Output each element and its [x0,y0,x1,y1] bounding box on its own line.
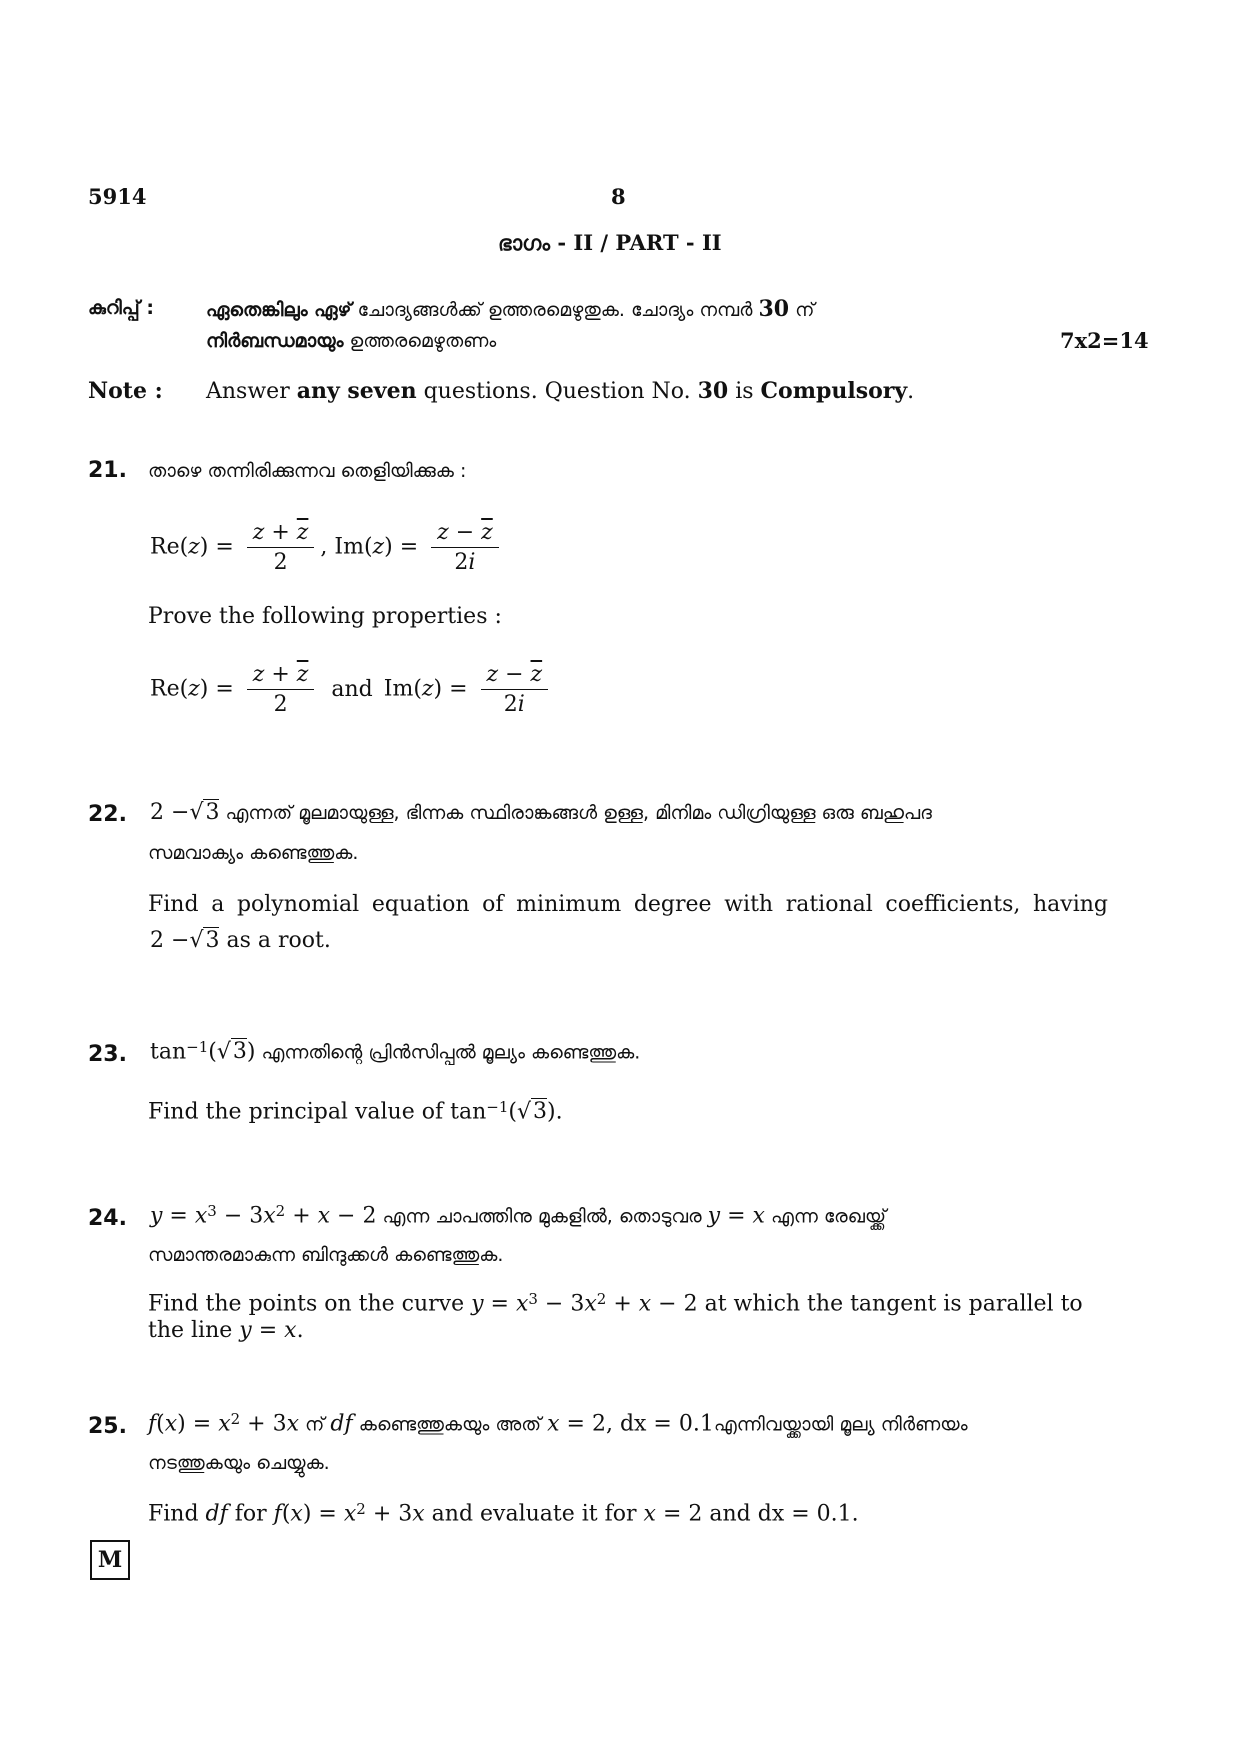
q21b-f1-z: z [252,662,265,687]
q24-en2-x: x [284,1318,297,1343]
q21-en-text: Prove the following properties : [148,604,502,629]
q24-en-x2: x [584,1291,597,1317]
q25-ml-b: കണ്ടെത്തുകയും അത് [352,1413,548,1436]
q24-en-eq: = [483,1291,516,1317]
q21b-f2-den-i: i [517,692,525,717]
q21a-f2-den-2: 2 [454,550,469,575]
q25-en-x4: x [643,1501,656,1527]
q23-tan: tan [150,1039,187,1065]
q24-x-b: x [752,1203,765,1229]
q21a-eq2: ) = [384,534,419,560]
q23-end: . [555,1099,563,1125]
q21a-f2-den-i: i [468,550,476,575]
q25-en-a: Find [148,1501,206,1527]
q23-sup: −1 [186,1038,209,1056]
q25-en-b: for [227,1501,274,1527]
q24-m2: − 2 [330,1203,377,1229]
q25-exp: 2 [230,1410,241,1428]
q24-x3: x [317,1203,331,1229]
q21b-f1-den: 2 [273,692,288,717]
marks: 7x2=14 [1060,328,1149,353]
q24-ml-line2: സമാന്തരമാകുന്ന ബിന്ദുക്കൾ കണ്ടെത്തുക. [148,1244,504,1266]
note-en-t1: Answer [206,379,297,404]
q21b-z2: z [421,676,434,702]
q25-en-exp: 2 [356,1500,366,1518]
q25-x: x [164,1411,178,1437]
q24-x: x [194,1203,208,1229]
q25-ml-line1 [148,1410,1108,1436]
note-ml-end: ന് [789,299,815,321]
q23-ml-line: $\tan^{-1}(√3)$ എന്നതിന്റെ പ്രിൻസിപ്പൽ മൂല്യം കണ്ടെത്തുക. [150,1038,641,1065]
note-ml-text2: ഉത്തരമെഴുതണം [343,330,497,352]
note-en-t3: is [728,379,761,404]
q22-en-line2: 2 −√3 as a root. [150,928,331,953]
q25-en-f: f [273,1501,282,1527]
q21b-f1-op: + [264,662,297,687]
q24-en2-y: y [239,1318,252,1343]
q24-en-y: y [471,1291,484,1317]
note-ml-text1: ചോദ്യങ്ങൾക്ക് ഉത്തരമെഴുതുക. ചോദ്യം നമ്പർ [351,299,759,321]
q22-en-text2: as a root. [219,928,331,953]
question-number-22: 22. [88,802,127,827]
q25-en-c: and evaluate it for [424,1501,644,1527]
q24-ml-text2: എന്ന രേഖയ്ക്ക് [764,1205,887,1228]
note-en-label: Note : [88,378,163,404]
q21a-f1-op: + [264,520,297,545]
q21a-f2-zbar: $\overline{z}$ [481,520,493,545]
q24-ml-text1: എന്ന ചാപത്തിനു മുകളിൽ, തൊടുവര [376,1205,708,1228]
m-box: M [90,1540,130,1580]
q22-ml-line2: സമവാക്യം കണ്ടെത്തുക. [148,842,359,864]
note-en-b1: any seven [296,378,417,404]
q25-en-x: x [290,1501,303,1527]
q21a-sep: , [320,534,328,560]
q25-f: f [148,1411,157,1437]
question-number-23: 23. [88,1042,127,1067]
q21-ml-text: താഴെ തന്നിരിക്കുന്നവ തെളിയിക്കുക : [148,460,467,482]
note-en-t4: . [907,379,915,404]
q21b-frac2 [481,662,549,717]
note-en-b3: Compulsory [760,378,908,404]
q25-en-df: df [205,1501,228,1527]
q23-pc: ) [246,1039,256,1065]
page-number: 8 [611,184,626,209]
q21-formula-ml [150,520,505,575]
note-ml-label: കുറിപ്പ് : [88,297,154,319]
question-number-21: 21. [88,458,127,483]
q24-exp3: 3 [207,1202,217,1220]
q21b-eq: ) = [199,676,234,702]
q24-en-line-a: the line [148,1318,240,1343]
q21b-z: z [188,676,200,702]
q24-eq-b: = [720,1203,753,1229]
q24-en-x3: x [638,1291,652,1317]
q25-po: ( [156,1411,165,1437]
q23-radicand: 3 [232,1039,247,1065]
q25-en-x3: x [412,1501,425,1527]
q21a-f1-den: 2 [273,550,288,575]
note-en-t2: questions. Question No. [416,379,698,404]
q24-en-m3: − 3 [537,1291,585,1317]
q25-ml-line2: നടത്തുകയും ചെയ്യുക. [148,1452,330,1474]
q24-exp2: 2 [275,1202,286,1220]
note-ml-num: 30 [758,296,790,322]
note-ml-bold2: നിർബന്ധമായും [206,330,344,352]
q24-en-plus: + [606,1291,639,1317]
q23-sup-2: −1 [486,1098,509,1116]
question-number-25: 25. [88,1414,127,1439]
q24-en-line1 [148,1290,1108,1316]
q21b-re: Re( [150,676,189,702]
note-ml-line2 [206,330,496,352]
paper-code: 5914 [88,184,147,209]
q23-pc-2: ) [547,1099,556,1125]
q22-radicand: 3 [205,800,220,825]
q23-en-line: Find the principal value of $\tan^{-1}(√3)$. [148,1098,563,1125]
q21b-f2-zbar: $\overline{z}$ [530,662,543,687]
q21a-eq: ) = [199,534,234,560]
q23-po-2: ( [508,1099,517,1125]
q25-x3: x [286,1411,299,1437]
q25-en-plus3: + 3 [365,1501,413,1527]
q24-y-b: y [707,1203,721,1229]
q24-en-m2: − 2 [651,1291,698,1317]
q25-en-d: = 2 and dx = 0.1. [655,1501,859,1527]
q23-ml-text: എന്നതിന്റെ പ്രിൻസിപ്പൽ മൂല്യം കണ്ടെത്തുക. [255,1041,641,1064]
q22-math-a: 2 − [150,800,190,825]
q21b-f2-op: − [498,662,531,687]
q24-en-x: x [515,1291,529,1317]
part-title: ഭാഗം - II / PART - II [498,230,722,255]
q24-plus: + [285,1203,318,1229]
q25-en-line [148,1500,859,1526]
q24-eq: = [162,1203,195,1229]
q21b-and: and [331,676,373,702]
q24-en-b: at which the tangent is parallel to [697,1291,1083,1317]
q24-en-a: Find the points on the curve [148,1291,472,1317]
q21b-f2-den-2: 2 [503,692,518,717]
note-ml-line1 [206,296,1106,322]
q21a-re: Re( [150,534,189,560]
q25-en-po: ( [281,1501,291,1527]
q24-en2-eq: = [251,1318,285,1343]
q21-formula-en [150,662,554,717]
q24-ml-line1 [150,1202,1110,1228]
q25-x4: x [547,1411,560,1437]
q21a-z2: z [372,534,385,560]
q25-xeq: = 2, dx = 0.1 [559,1411,714,1437]
q21b-f2-z: z [486,662,499,687]
q21a-f2-op: − [448,520,482,545]
q22-math-b: 2 − [150,928,190,953]
q24-en-line2 [148,1318,304,1343]
q24-en-exp2: 2 [596,1290,607,1308]
q25-ml-a: ന് [299,1413,331,1436]
q25-en-pc: ) = [302,1501,344,1527]
q24-m3: − 3 [216,1203,264,1229]
q21a-frac1 [247,520,315,575]
q21a-f1-zbar: $\overline{z}$ [296,520,309,545]
q21b-im: Im( [383,676,422,702]
q22-radicand-2: 3 [205,928,220,953]
q21a-im: Im( [334,534,373,560]
q22-en-line1: Find a polynomial equation of minimum degree with rational coefficients, having [148,892,1108,917]
q25-x2: x [218,1411,231,1437]
note-en-b2: 30 [697,378,729,404]
q21a-f1-z: z [252,520,265,545]
q25-en-x2: x [343,1501,357,1527]
q25-pc: ) = [177,1411,219,1437]
q22-ml-line1: 2 −√3 എന്നത് മൂലമായുള്ള, ഭിന്നക സ്ഥിരാങ്കങ്ങൾ ഉള്ള, മിനിമം ഡിഗ്രിയുള്ള ഒരു ബഹുപദ [150,800,932,825]
q24-x2: x [263,1203,276,1229]
note-en-text [206,378,914,404]
q23-en-text: Find the principal value of [148,1099,451,1125]
q25-plus3: + 3 [240,1411,287,1437]
q25-df: df [330,1411,353,1437]
q24-en2-end: . [296,1318,304,1343]
q24-y: y [150,1203,163,1229]
q21b-frac1 [247,662,315,717]
q21a-f2-z: z [437,520,449,545]
q21b-eq2: ) = [433,676,468,702]
q21a-frac2 [431,520,499,575]
question-number-24: 24. [88,1206,127,1231]
q21a-z: z [188,534,200,560]
q22-ml-text1: എന്നത് മൂലമായുള്ള, ഭിന്നക സ്ഥിരാങ്കങ്ങൾ ഉള്ള, മിനിമം ഡിഗ്രിയുള്ള ഒരു ബഹുപദ [219,802,932,824]
q25-ml-c: എന്നിവയ്ക്കായി മൂല്യ നിർണയം [713,1413,968,1436]
note-ml-bold1: ഏതെങ്കിലും ഏഴ് [206,299,352,321]
q23-tan-2: tan [450,1099,487,1125]
q24-en-exp3: 3 [528,1290,538,1308]
q23-radicand-2: 3 [533,1099,547,1125]
q21b-f1-zbar: $\overline{z}$ [296,662,309,687]
q23-po: ( [208,1039,217,1065]
